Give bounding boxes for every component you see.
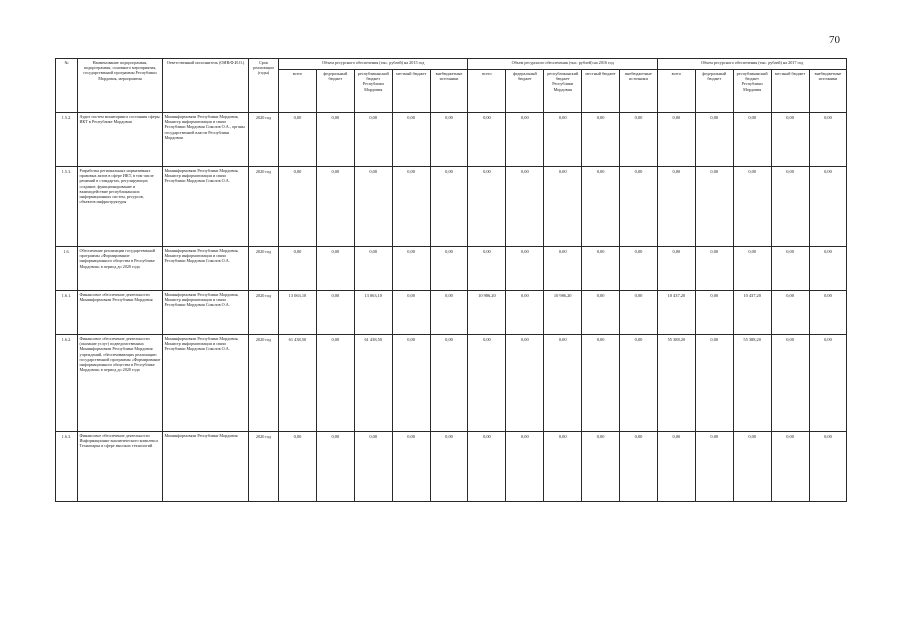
- row-value: 10 437,20: [657, 291, 695, 335]
- row-value: 0,00: [771, 432, 809, 502]
- subheader-federal: федеральный бюджет: [316, 70, 354, 113]
- row-responsible: Мининформсвязи Республики Мордовия, Министр информатизации и связи Республики Мордовия Соколов О.А.: [163, 247, 249, 291]
- row-value: 0,00: [733, 432, 771, 502]
- row-value: 0,00: [771, 291, 809, 335]
- row-name: Финансовое обеспечение деятельности (оказание услуг) подведомственных Мининформсвязи Республики Мордовия учреждений, обеспечивающих реализацию государственной программы «Формирование информационного общества в Республике Мордовия» в период до 2020 года: [78, 335, 163, 432]
- row-value: 0,00: [582, 432, 620, 502]
- subheader-extrabudget: внебюджетные источники: [430, 70, 468, 113]
- subheader-republican: республиканский бюджет Республики Мордовия: [354, 70, 392, 113]
- row-value: 10 437,20: [733, 291, 771, 335]
- row-value: 0,00: [430, 167, 468, 247]
- row-value: 10 986,20: [544, 291, 582, 335]
- row-value: 0,00: [582, 247, 620, 291]
- row-value: 13 063,10: [279, 291, 317, 335]
- row-value: 0,00: [392, 247, 430, 291]
- header-responsible: Ответственный исполнитель (ОИВ/Ф.И.О.): [163, 59, 249, 113]
- row-value: 0,00: [620, 113, 658, 167]
- resource-table: [55, 58, 847, 502]
- row-value: 0,00: [544, 247, 582, 291]
- row-code: 1.6.2.: [56, 335, 78, 432]
- row-value: 0,00: [506, 291, 544, 335]
- row-value: 0,00: [316, 432, 354, 502]
- row-code: 1.6.: [56, 247, 78, 291]
- row-value: 0,00: [809, 291, 847, 335]
- row-value: 0,00: [657, 247, 695, 291]
- page-number: 70: [829, 34, 840, 46]
- row-value: 0,00: [279, 167, 317, 247]
- row-value: 0,00: [430, 113, 468, 167]
- row-value: 0,00: [582, 335, 620, 432]
- row-term: 2020 год: [249, 432, 279, 502]
- header-num: №: [56, 59, 78, 113]
- header-group-2016: Объем ресурсного обеспечения (тыс. рублей) на 2016 год: [468, 59, 657, 70]
- row-value: 0,00: [279, 113, 317, 167]
- row-value: 0,00: [733, 247, 771, 291]
- row-name: Финансовое обеспечение деятельности Информационно-аналитического комплекса Технопарка в сфере высоких технологий: [78, 432, 163, 502]
- subheader-republican: республиканский бюджет Республики Мордовия: [733, 70, 771, 113]
- row-value: 0,00: [392, 432, 430, 502]
- row-value: 10 986,20: [468, 291, 506, 335]
- table-row: [56, 113, 847, 167]
- subheader-total: всего: [279, 70, 317, 113]
- row-value: 0,00: [354, 432, 392, 502]
- row-value: 0,00: [392, 167, 430, 247]
- row-value: 0,00: [771, 335, 809, 432]
- row-value: 0,00: [809, 432, 847, 502]
- row-value: 0,00: [582, 291, 620, 335]
- row-value: 0,00: [695, 291, 733, 335]
- row-value: 0,00: [657, 167, 695, 247]
- header-name: Наименование подпрограммы, подпрограммы, основного мероприятия, государственной программы Республики Мордовия, мероприятия: [78, 59, 163, 113]
- row-responsible: Мининформсвязи Республики Мордовия, Министр информатизации и связи Республики Мордовия Соколов О.А.: [163, 335, 249, 432]
- row-code: 1.5.3.: [56, 167, 78, 247]
- row-name: Финансовое обеспечение деятельности Мининформсвязи Республики Мордовия: [78, 291, 163, 335]
- row-value: 0,00: [430, 432, 468, 502]
- row-value: 0,00: [733, 167, 771, 247]
- row-value: 0,00: [506, 432, 544, 502]
- subheader-republican: республиканский бюджет Республики Мордовия: [544, 70, 582, 113]
- table-row: [56, 335, 847, 432]
- row-value: 0,00: [279, 247, 317, 291]
- row-value: 0,00: [468, 113, 506, 167]
- row-name: Аудит систем мониторинга состояния сферы ИКТ в Республике Мордовия: [78, 113, 163, 167]
- row-value: 0,00: [544, 167, 582, 247]
- row-value: 0,00: [316, 113, 354, 167]
- row-value: 0,00: [316, 335, 354, 432]
- subheader-local: местный бюджет: [582, 70, 620, 113]
- subheader-federal: федеральный бюджет: [506, 70, 544, 113]
- row-value: 0,00: [695, 247, 733, 291]
- row-value: 0,00: [468, 335, 506, 432]
- row-term: 2020 год: [249, 335, 279, 432]
- row-value: 0,00: [582, 167, 620, 247]
- subheader-extrabudget: внебюджетные источники: [620, 70, 658, 113]
- row-code: 1.6.1.: [56, 291, 78, 335]
- row-value: 0,00: [771, 113, 809, 167]
- row-value: 0,00: [468, 432, 506, 502]
- row-value: 0,00: [544, 432, 582, 502]
- row-value: 0,00: [657, 432, 695, 502]
- row-value: 0,00: [771, 167, 809, 247]
- row-value: 0,00: [695, 113, 733, 167]
- row-responsible: Мининформсвязи Республики Мордовия: [163, 432, 249, 502]
- row-value: 0,00: [430, 335, 468, 432]
- header-group-2015: Объем ресурсного обеспечения (тыс. рублей) на 2015 год: [279, 59, 468, 70]
- row-value: 0,00: [582, 113, 620, 167]
- row-name: Разработка региональных нормативных правовых актов в сфере ИКТ, в том числе решений в стандартах, регулирующих создание, функционирование и взаимодействие республиканских информационных систем, ресурсов, объектов инфраструктуры: [78, 167, 163, 247]
- header-group-2017: Объем ресурсного обеспечения (тыс. рублей) на 2017 год: [657, 59, 846, 70]
- row-value: 0,00: [316, 247, 354, 291]
- row-value: 0,00: [430, 247, 468, 291]
- header-term: Срок реализации (годы): [249, 59, 279, 113]
- row-value: 0,00: [544, 113, 582, 167]
- row-value: 61 438,50: [354, 335, 392, 432]
- row-value: 0,00: [279, 432, 317, 502]
- row-value: 0,00: [316, 167, 354, 247]
- row-value: 0,00: [809, 335, 847, 432]
- row-responsible: Мининформсвязи Республики Мордовия, Министр информатизации и связи Республики Мордовия Соколов О.А.: [163, 291, 249, 335]
- subheader-federal: федеральный бюджет: [695, 70, 733, 113]
- row-value: 0,00: [809, 247, 847, 291]
- subheader-total: всего: [657, 70, 695, 113]
- row-term: 2020 год: [249, 113, 279, 167]
- row-value: 0,00: [695, 167, 733, 247]
- row-value: 0,00: [354, 247, 392, 291]
- row-value: 0,00: [733, 113, 771, 167]
- row-value: 0,00: [430, 291, 468, 335]
- row-value: 0,00: [506, 167, 544, 247]
- row-value: 0,00: [657, 113, 695, 167]
- subheader-total: всего: [468, 70, 506, 113]
- row-value: 0,00: [316, 291, 354, 335]
- row-value: 0,00: [620, 247, 658, 291]
- row-responsible: Мининформсвязи Республики Мордовия, Министр информатизации и связи Республики Мордовия Соколов О.А.: [163, 167, 249, 247]
- row-value: 0,00: [695, 335, 733, 432]
- row-value: 0,00: [620, 432, 658, 502]
- row-value: 55 388,20: [657, 335, 695, 432]
- subheader-local: местный бюджет: [392, 70, 430, 113]
- row-term: 2020 год: [249, 167, 279, 247]
- row-value: 0,00: [620, 167, 658, 247]
- row-name: Обеспечение реализации государственной программы «Формирование информационного общества в Республике Мордовия» в период до 2020 года: [78, 247, 163, 291]
- row-value: 0,00: [771, 247, 809, 291]
- row-code: 1.5.2.: [56, 113, 78, 167]
- row-value: 0,00: [392, 335, 430, 432]
- row-term: 2020 год: [249, 247, 279, 291]
- row-value: 0,00: [809, 113, 847, 167]
- subheader-extrabudget: внебюджетные источники: [809, 70, 847, 113]
- subheader-local: местный бюджет: [771, 70, 809, 113]
- row-value: 0,00: [468, 247, 506, 291]
- row-code: 1.6.3.: [56, 432, 78, 502]
- row-value: 0,00: [695, 432, 733, 502]
- row-value: 61 438,50: [279, 335, 317, 432]
- row-value: 0,00: [468, 167, 506, 247]
- row-value: 0,00: [544, 335, 582, 432]
- row-value: 55 388,20: [733, 335, 771, 432]
- table-row: [56, 167, 847, 247]
- row-responsible: Мининформсвязи Республики Мордовия, Министр информатизации и связи Республики Мордовия Соколов О.А., органы государственной власти Республики Мордовия: [163, 113, 249, 167]
- row-term: 2020 год: [249, 291, 279, 335]
- table-row: [56, 291, 847, 335]
- row-value: 0,00: [354, 113, 392, 167]
- table-row: [56, 432, 847, 502]
- row-value: 0,00: [620, 291, 658, 335]
- row-value: 0,00: [392, 291, 430, 335]
- row-value: 0,00: [506, 113, 544, 167]
- row-value: 0,00: [506, 335, 544, 432]
- row-value: 0,00: [809, 167, 847, 247]
- row-value: 0,00: [506, 247, 544, 291]
- row-value: 0,00: [392, 113, 430, 167]
- row-value: 13 063,10: [354, 291, 392, 335]
- table-row: [56, 247, 847, 291]
- row-value: 0,00: [354, 167, 392, 247]
- row-value: 0,00: [620, 335, 658, 432]
